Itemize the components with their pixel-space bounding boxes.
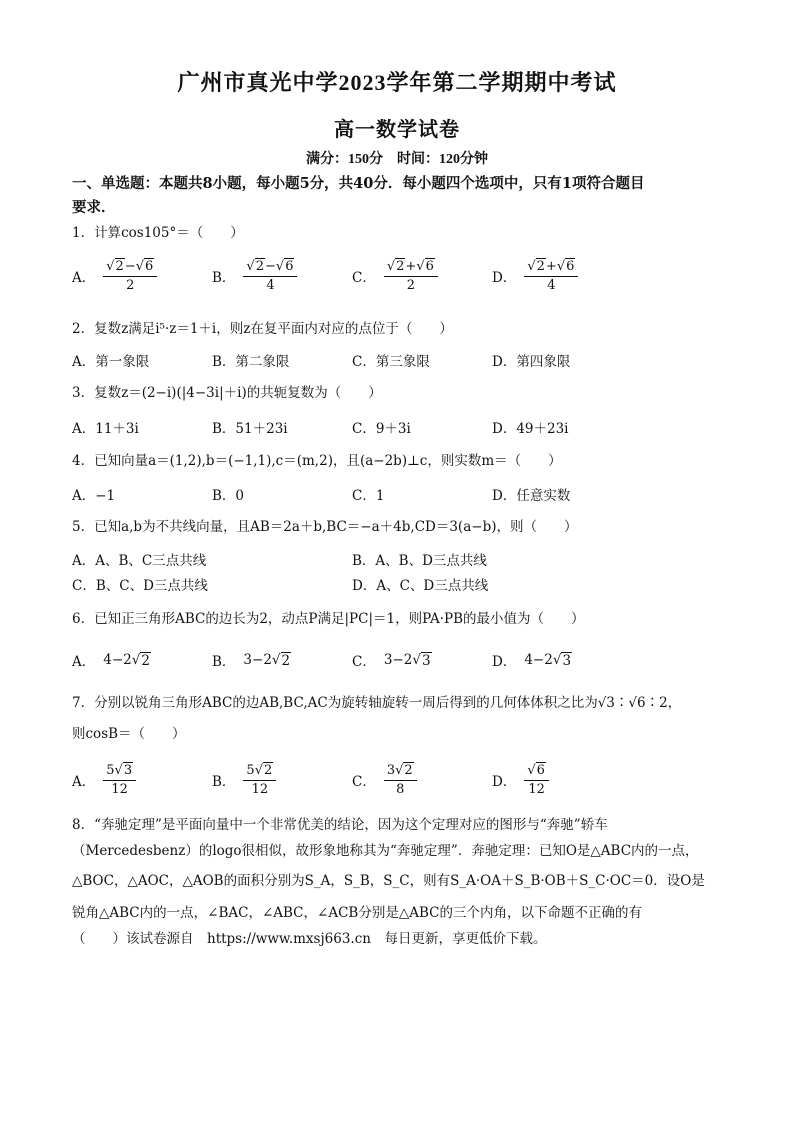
- option-a: A． $\frac{5√3}{12}$: [72, 760, 136, 800]
- exam-title: 广州市真光中学2023学年第二学期期中考试: [177, 70, 617, 95]
- fraction: $\frac{√2+√6}{4}$: [524, 259, 578, 294]
- option-label: C．: [352, 270, 376, 286]
- question-7-stem-line-1: 7．分别以锐角三角形ABC的边AB,BC,AC为旋转轴旋转一周后得到的几何体体积之比为√3∶√6∶2，: [72, 695, 682, 711]
- option-d: D．第四象限: [492, 354, 571, 370]
- question-3-options: [72, 416, 732, 438]
- question-5-options-row-1: [72, 548, 732, 570]
- option-c: C．B、C、D三点共线: [72, 578, 208, 594]
- option-c: C．9＋3i: [352, 421, 411, 437]
- option-d: D．49＋23i: [492, 421, 569, 437]
- question-4-options: [72, 483, 732, 505]
- exam-meta: 满分：150分 时间：120分钟: [306, 152, 488, 167]
- option-a: A．A、B、C三点共线: [72, 553, 207, 569]
- question-4-stem: 4．已知向量a＝(1,2),b＝(−1,1),c＝(m,2)，且(a−2b)⊥c，则实数m＝（ ）: [72, 453, 562, 469]
- option-d: D．A、C、D三点共线: [352, 578, 489, 594]
- option-c: C． 3−2 √ 3: [352, 652, 431, 670]
- option-b: B．A、B、D三点共线: [352, 553, 487, 569]
- option-c: C．第三象限: [352, 354, 430, 370]
- option-d: D． $\frac{√6}{12}$: [492, 760, 549, 800]
- option-a: A．−1: [72, 488, 116, 504]
- question-8-line-3: △BOC，△AOC，△AOB的面积分别为S_A，S_B，S_C，则有S_A·OA＋S_B·OB＋S_C·OC＝0．设O是: [72, 873, 705, 889]
- question-7-stem-line-2: 则cosB＝（ ）: [72, 726, 186, 742]
- option-c: [352, 256, 438, 296]
- option-d: D．任意实数: [492, 488, 571, 504]
- question-2-options: [72, 349, 732, 371]
- question-1-stem: 1．计算cos105°＝（ ）: [72, 225, 244, 241]
- option-a: A．11＋3i: [72, 421, 139, 437]
- section-line-1: 一、单选题：本题共8小题，每小题5分，共40分．每小题四个选项中，只有1项符合题目: [72, 175, 645, 192]
- fraction: $\frac{√2+√6}{2}$: [384, 259, 438, 294]
- option-a: A．第一象限: [72, 354, 150, 370]
- exam-subtitle: 高一数学试卷: [334, 119, 460, 141]
- option-label: A．: [72, 270, 96, 286]
- section-line-2: 要求．: [72, 199, 116, 216]
- option-b: B． $\frac{5√2}{12}$: [212, 760, 276, 800]
- question-8-line-1: 8．“奔驰定理”是平面向量中一个非常优美的结论，因为这个定理对应的图形与“奔驰”轿车: [72, 817, 608, 833]
- question-8-line-4: 锐角△ABC内的一点，∠BAC，∠ABC，∠ACB分别是△ABC的三个内角，以下命题不正确的有: [72, 905, 642, 921]
- option-b: B．第二象限: [212, 354, 290, 370]
- question-8-line-5: （ ）该试卷源自 https://www.mxsj663.cn 每日更新，享更低价下载。: [72, 931, 547, 947]
- option-c: C． $\frac{3√2}{8}$: [352, 760, 417, 800]
- option-a: A． 4−2 √ 2: [72, 652, 150, 670]
- option-b: [212, 256, 297, 296]
- option-c: C．1: [352, 488, 385, 504]
- question-5-stem: 5．已知a,b为不共线向量，且AB＝2a＋b,BC＝−a＋4b,CD＝3(a−b)，则（ ）: [72, 519, 578, 535]
- option-b: B．51＋23i: [212, 421, 288, 437]
- option-d: [492, 256, 578, 296]
- option-label: D．: [492, 270, 517, 286]
- option-b: B． 3−2 √ 2: [212, 652, 291, 670]
- question-8-line-2: （Mercedesbenz）的logo很相似，故形象地称其为“奔驰定理”．奔驰定理：已知O是△ABC内的一点，: [72, 843, 699, 859]
- option-a: [72, 256, 157, 296]
- question-7-options: [72, 760, 732, 800]
- option-d: D． 4−2 √ 3: [492, 652, 572, 670]
- fraction: $\frac{√2-√6}{2}$: [103, 259, 157, 294]
- question-5-options-row-2: [72, 573, 732, 595]
- option-b: B．0: [212, 488, 245, 504]
- section-heading: [72, 172, 732, 220]
- question-3-stem: 3．复数z＝(2−i)(|4−3i|＋i)的共轭复数为（ ）: [72, 385, 382, 401]
- fraction: $\frac{√2-√6}{4}$: [243, 259, 297, 294]
- option-label: B．: [212, 270, 236, 286]
- question-2-stem: 2．复数z满足i⁵·z＝1＋i，则z在复平面内对应的点位于（ ）: [72, 321, 453, 337]
- question-6-stem: 6．已知正三角形ABC的边长为2，动点P满足|PC|＝1，则PA·PB的最小值为（ ）: [72, 611, 585, 627]
- question-1-options: [72, 256, 732, 296]
- question-6-options: [72, 640, 732, 680]
